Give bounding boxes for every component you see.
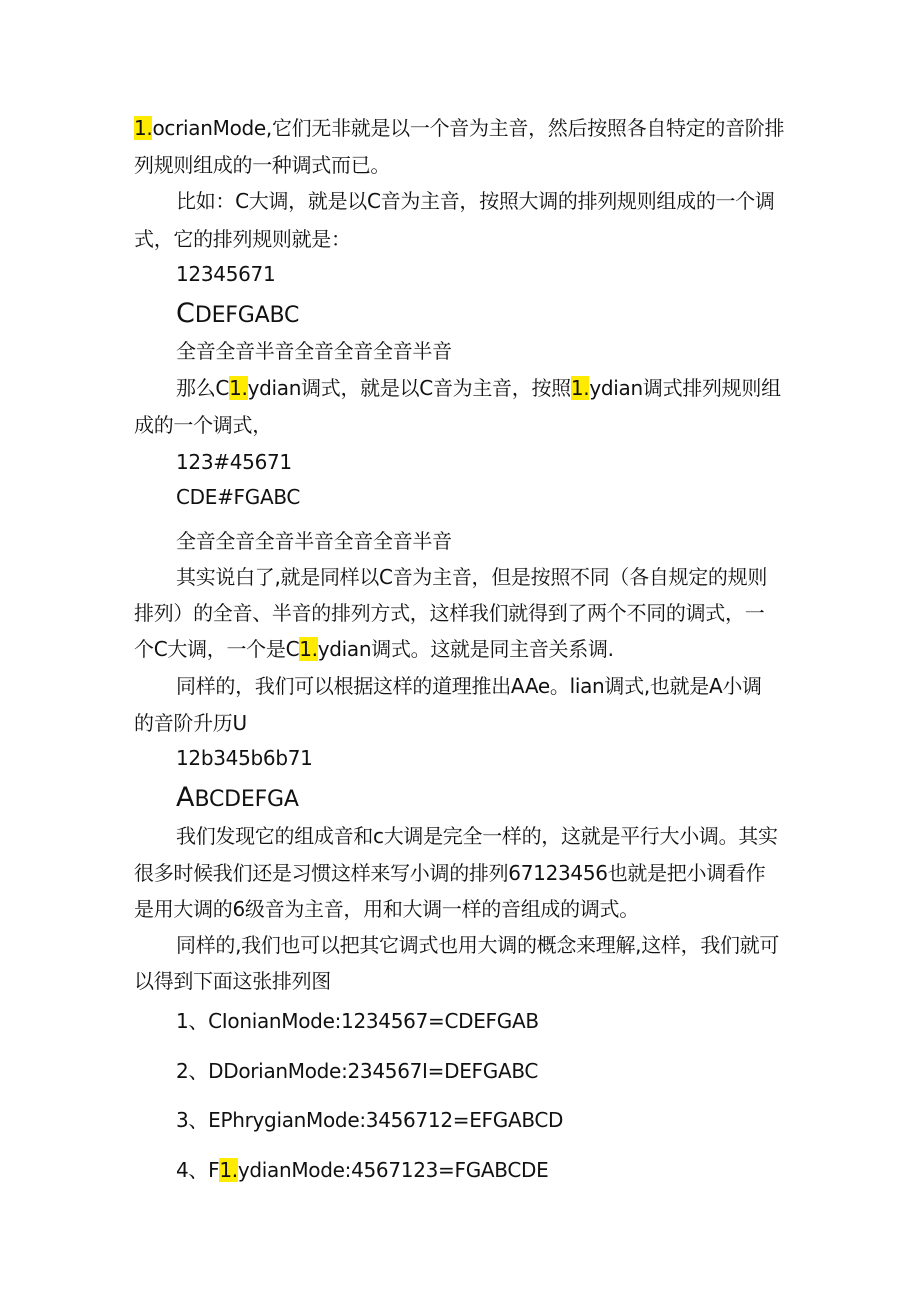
highlight-mark: 1. — [134, 116, 153, 140]
paragraph-1-line-2: 列规则组成的一种调式而已。 — [134, 153, 391, 177]
highlight-mark: 1. — [299, 637, 318, 661]
mode-list-item: 2、DDorianMode:234567I=DEFGABC — [176, 1059, 539, 1083]
paragraph-8-line-3: 是用大调的6级音为主音，用和大调一样的音组成的调式。 — [134, 897, 639, 921]
c-major-notes — [176, 298, 300, 329]
text-run: 个C大调，一个是C — [134, 637, 300, 661]
a-minor-notes — [176, 782, 299, 813]
text-run: ocrianMode,它们无非就是以一个音为主音，然后按照各自特定的音阶排 — [152, 116, 785, 140]
text-run: ydian调式，就是以C音为主音，按照 — [247, 376, 571, 400]
paragraph-8-line-2: 很多时候我们还是习惯这样来写小调的排列67123456也就是把小调看作 — [134, 861, 766, 885]
text-run: ydian调式排列规则组 — [589, 376, 781, 400]
highlight-mark: 1. — [219, 1158, 238, 1182]
paragraph-4-line-2: 成的一个调式， — [134, 413, 272, 437]
paragraph-9-line-2: 以得到下面这张排列图 — [134, 969, 331, 993]
paragraph-2-line-2: 式，它的排列规则就是： — [134, 227, 351, 251]
c-lydian-steps: 全音全音全音半音全音全音半音 — [176, 529, 452, 553]
text-run: ydianMode:4567123=FGABCDE — [237, 1158, 549, 1182]
initial-cap: A — [176, 782, 195, 813]
text-run: BCDEFGA — [194, 787, 299, 812]
text-run: 那么C — [176, 376, 230, 400]
paragraph-6-line-2: 排列）的全音、半音的排列方式，这样我们就得到了两个不同的调式，一 — [134, 601, 765, 625]
c-major-degrees: 12345671 — [176, 262, 276, 286]
a-minor-degrees: 12b345b6b71 — [176, 746, 313, 770]
paragraph-6-line-1: 其实说白了,就是同样以C音为主音，但是按照不同（各自规定的规则 — [176, 565, 768, 589]
paragraph-1-line-1 — [134, 115, 784, 141]
paragraph-9-line-1: 同样的,我们也可以把其它调式也用大调的概念来理解,这样，我们就可 — [176, 933, 780, 957]
paragraph-4-line-1 — [176, 375, 781, 401]
mode-list-item: 3、EPhrygianMode:3456712=EFGABCD — [176, 1108, 564, 1132]
paragraph-7-line-2: 的音阶升历U — [134, 711, 247, 735]
c-lydian-notes: CDE#FGABC — [176, 485, 301, 509]
text-run: 4、F — [176, 1158, 220, 1182]
initial-cap: C — [176, 298, 195, 329]
c-major-steps: 全音全音半音全音全音全音半音 — [176, 339, 452, 363]
text-run: DEFGABC — [194, 303, 300, 328]
c-lydian-degrees: 123#45671 — [176, 450, 292, 474]
highlight-mark: 1. — [570, 376, 590, 400]
text-run: ydian调式。这就是同主音关系调. — [317, 637, 614, 661]
paragraph-8-line-1: 我们发现它的组成音和c大调是完全一样的，这就是平行大小调。其实 — [176, 824, 778, 848]
mode-list-item: 1、CIonianMode:1234567=CDEFGAB — [176, 1009, 539, 1033]
highlight-mark: 1. — [229, 376, 248, 400]
paragraph-6-line-3 — [134, 636, 614, 662]
mode-list-item — [176, 1157, 548, 1183]
paragraph-2-line-1: 比如：C大调，就是以C音为主音，按照大调的排列规则组成的一个调 — [176, 189, 775, 213]
paragraph-7-line-1: 同样的，我们可以根据这样的道理推出AAe。lian调式,也就是A小调 — [176, 674, 762, 698]
